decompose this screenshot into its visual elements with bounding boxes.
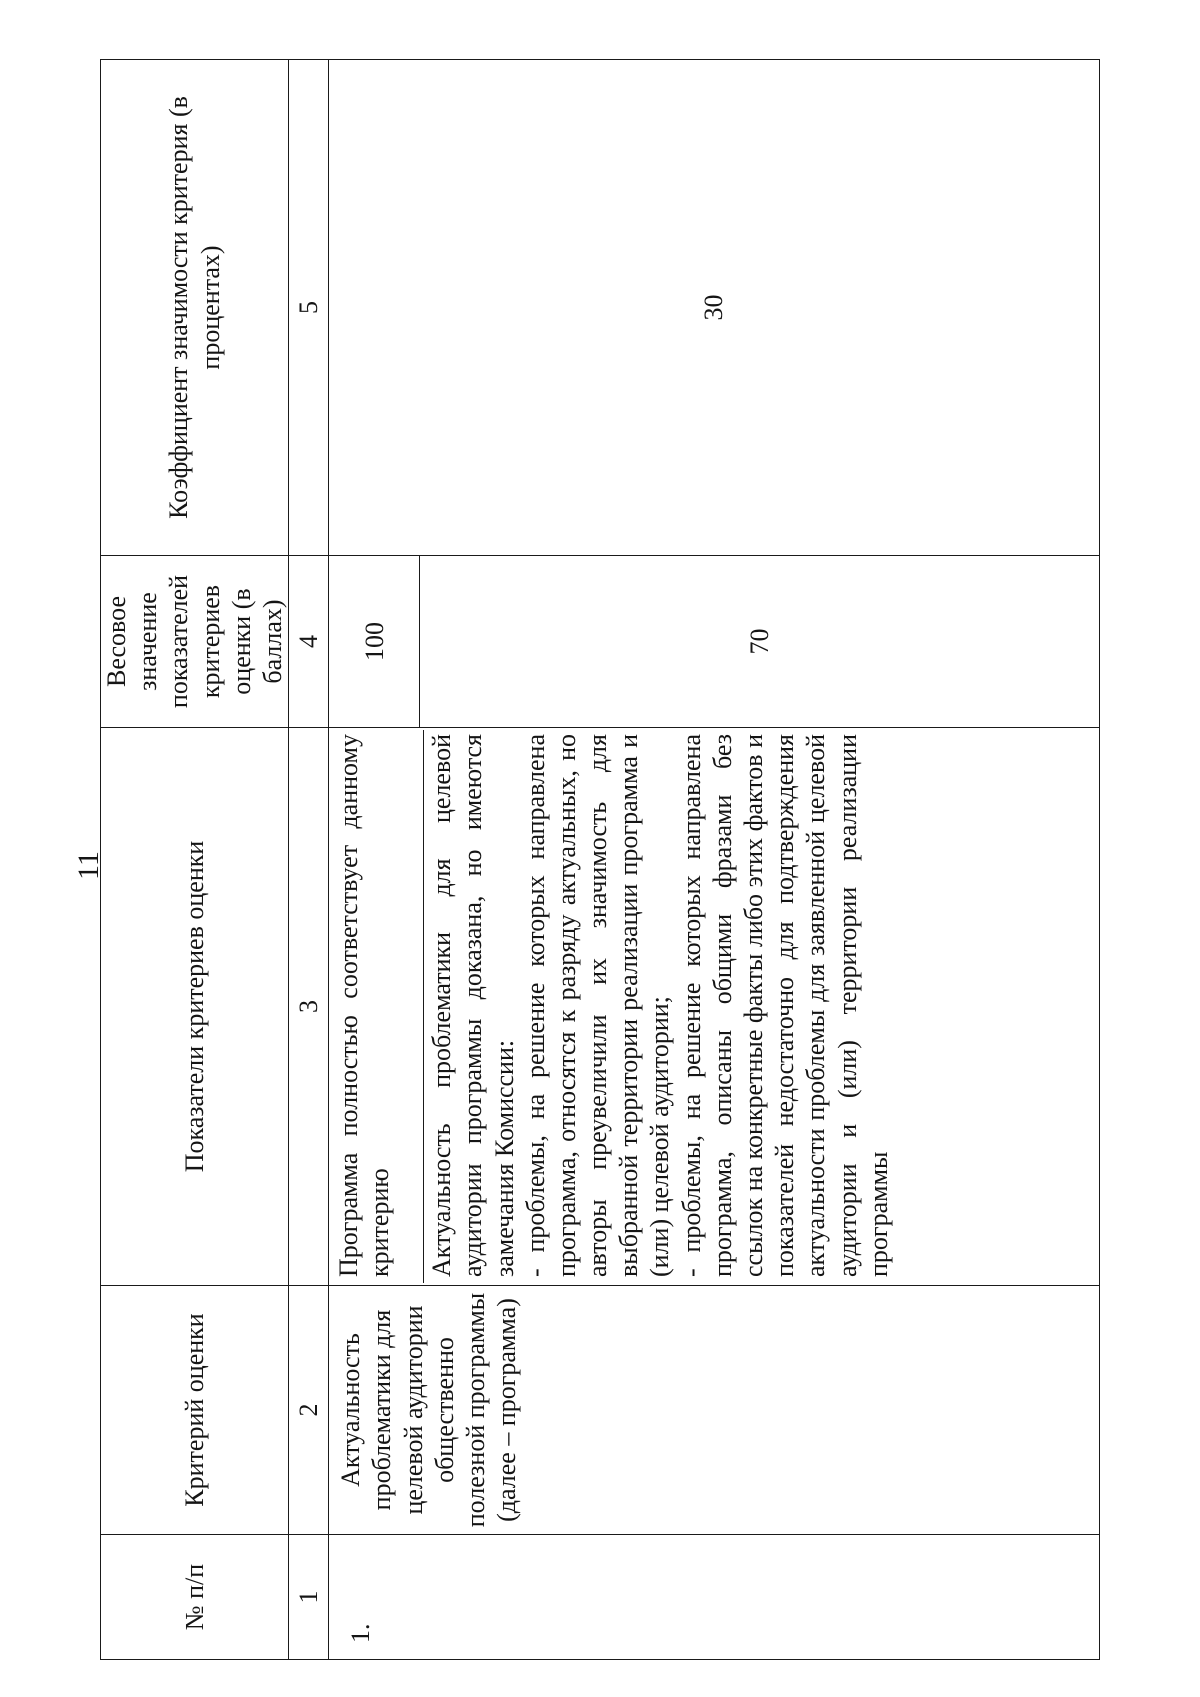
header-no: № п/п (101, 1535, 289, 1660)
indicator-full: Программа полностью соответствует данному критерию (329, 730, 424, 1283)
header-weight: Весовое значение показателей критериев оценки (в баллах) (101, 556, 289, 728)
indicator-partial-bullet: - проблемы, на решение которых направлена программа, описаны общими фразами без ссылок на конкретные факты либо этих фактов и показателей недостаточно для подтверждения актуальности проблемы для заявленной целевой аудитории и (или) территории реализации программы (676, 734, 893, 1277)
indicators-cell (329, 728, 1100, 1286)
criterion-text: Актуальность проблематики для целевой аудитории общественно полезной программы (далее – программа) (329, 1286, 1100, 1535)
row-number: 1. (329, 1535, 1100, 1660)
column-number: 3 (289, 728, 329, 1286)
table-header-row (101, 60, 289, 1660)
indicator-partial-intro: Актуальность проблематики для целевой аудитории программы доказана, но имеются замечания Комиссии: (427, 734, 519, 1277)
indicator-partial-bullet: - проблемы, на решение которых направлена программа, относятся к разряду актуальных, но авторы преувеличили их значимость для выбранной территории реализации программа и (или) целевой аудитории; (520, 734, 675, 1277)
column-number: 1 (289, 1535, 329, 1660)
header-criterion: Критерий оценки (101, 1286, 289, 1535)
table-row (329, 60, 1100, 1660)
page-number: 11 (72, 851, 105, 880)
column-number: 4 (289, 556, 329, 728)
column-numbers-row (289, 60, 329, 1660)
indicator-partial (424, 730, 894, 1283)
header-indicators: Показатели критериев оценки (101, 728, 289, 1286)
rotated-page (72, 60, 1100, 1660)
scores-cell (329, 556, 1100, 728)
coefficient-value: 30 (329, 60, 1100, 556)
column-number: 2 (289, 1286, 329, 1535)
column-number: 5 (289, 60, 329, 556)
score-partial: 70 (744, 628, 774, 655)
criteria-table (100, 59, 1100, 1660)
header-coefficient: Коэффициент значимости критерия (в процентах) (101, 60, 289, 556)
score-full: 100 (329, 556, 420, 727)
